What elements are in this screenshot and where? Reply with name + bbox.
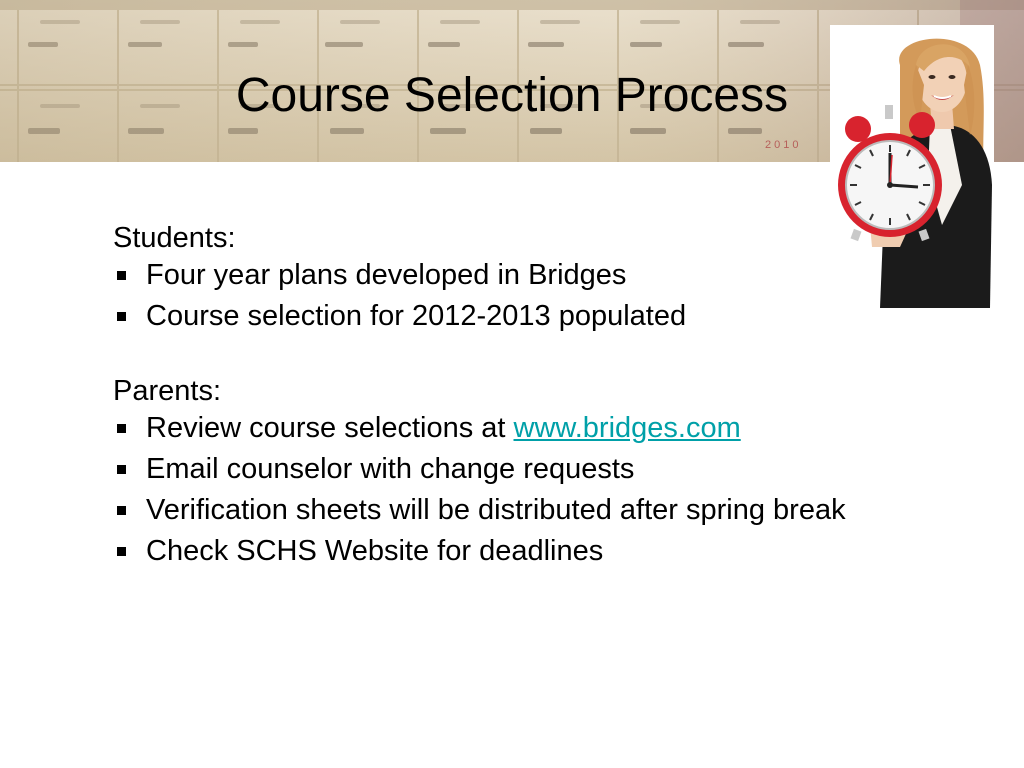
list-item xyxy=(113,259,903,292)
square-bullet-icon xyxy=(117,465,126,474)
parents-heading: Parents: xyxy=(113,375,221,407)
square-bullet-icon xyxy=(117,547,126,556)
list-item xyxy=(113,535,903,568)
list-item xyxy=(113,453,903,486)
list-item-text: Email counselor with change requests xyxy=(146,453,635,485)
bridges-link[interactable]: www.bridges.com xyxy=(513,412,741,444)
clock-bell-right xyxy=(909,112,935,138)
clock-bell-left xyxy=(845,116,871,142)
students-list xyxy=(113,259,903,333)
list-item-text: Course selection for 2012-2013 populated xyxy=(146,300,687,332)
list-item-text: Check SCHS Website for deadlines xyxy=(146,535,604,567)
review-prefix-text: Review course selections at xyxy=(146,412,514,444)
slide-title-text: Course Selection Process xyxy=(235,69,789,122)
list-item-text: Verification sheets will be distributed after spring break xyxy=(146,494,846,526)
parents-list xyxy=(113,412,903,568)
square-bullet-icon xyxy=(117,506,126,515)
square-bullet-icon xyxy=(117,312,126,321)
section-spacer xyxy=(113,341,903,371)
slide-body xyxy=(113,218,903,576)
list-item xyxy=(113,412,903,445)
list-item xyxy=(113,300,903,333)
list-item-text: Four year plans developed in Bridges xyxy=(146,259,627,291)
students-heading: Students: xyxy=(113,222,236,254)
banner-stamp-text: 2010 xyxy=(765,139,802,151)
square-bullet-icon xyxy=(117,424,126,433)
list-item xyxy=(113,494,903,527)
square-bullet-icon xyxy=(117,271,126,280)
